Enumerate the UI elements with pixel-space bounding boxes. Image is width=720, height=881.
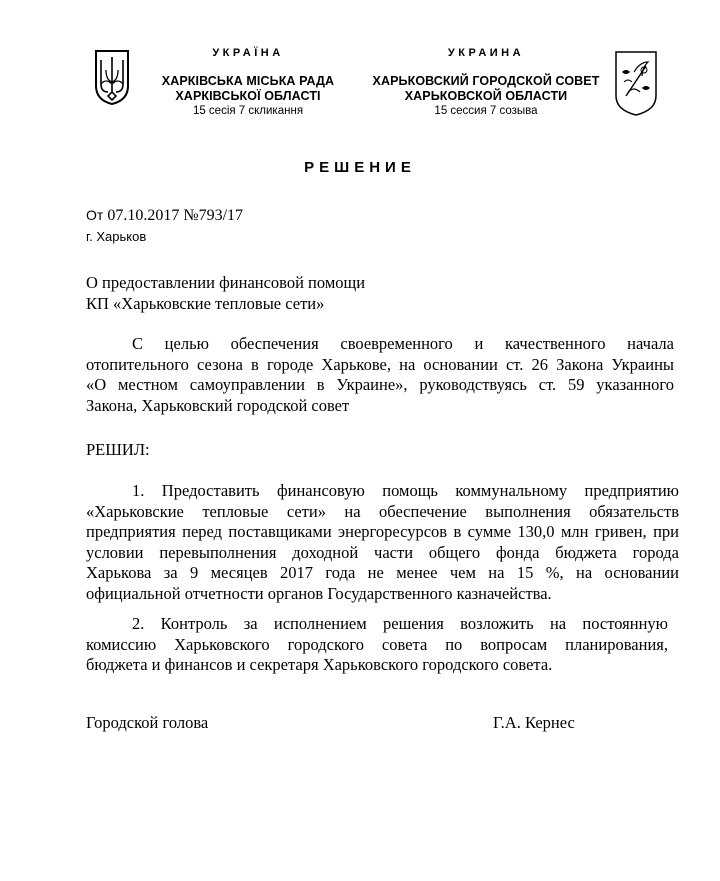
item1-line: предприятия перед поставщиками энергоресурсов в сумме 130,0 млн гривен, при — [86, 522, 679, 541]
preamble-line: С целью обеспечения своевременного и качественного начала — [132, 334, 674, 353]
signature-position: Городской голова — [86, 713, 209, 732]
header-right-org-line1: ХАРЬКОВСКИЙ ГОРОДСКОЙ СОВЕТ — [372, 74, 600, 88]
header-right-session: 15 сессия 7 созыва — [434, 105, 538, 117]
item2-line: бюджета и финансов и секретаря Харьковского городского совета. — [86, 655, 553, 674]
header-left-session: 15 сесія 7 скликання — [192, 105, 304, 117]
preamble-paragraph — [86, 334, 674, 416]
resolved-label: РЕШИЛ: — [86, 440, 150, 459]
item1-line: условии перевыполнения доходной части общего фонда бюджета города — [86, 542, 679, 562]
date-and-number: 07.10.2017 №793/17 — [107, 207, 244, 224]
kharkiv-coat-of-arms-icon — [612, 48, 660, 118]
preamble-line: Закона, Харьковский городской совет — [86, 395, 350, 415]
document-title: РЕШЕНИЕ — [304, 159, 416, 176]
document-city: г. Харьков — [86, 229, 147, 244]
trident-coat-of-arms-icon — [93, 48, 131, 106]
subject-line2: КП «Харьковские тепловые сети» — [86, 293, 325, 313]
item2-line: комиссию Харьковского городского совета по вопросам планирования, — [86, 634, 668, 654]
header-left-country: УКРАЇНА — [212, 47, 284, 59]
header-left-org-line2: ХАРКІВСЬКОЇ ОБЛАСТІ — [175, 89, 321, 103]
header-right-country: УКРАИНА — [447, 47, 525, 59]
item2-line: 2. Контроль за исполнением решения возложить на постоянную — [132, 614, 668, 633]
subject-line1: О предоставлении финансовой помощи — [86, 273, 366, 292]
item1-line: Харькова за 9 месяцев 2017 года не менее чем на 15 %, на основании — [86, 563, 679, 582]
document-date-number — [86, 205, 243, 226]
header-left-org-line1: ХАРКІВСЬКА МІСЬКА РАДА — [161, 74, 335, 88]
header-right — [368, 46, 604, 119]
preamble-line: «О местном самоуправлении в Украине», руководствуясь ст. 59 указанного — [86, 375, 674, 394]
header-right-org-line2: ХАРЬКОВСКОЙ ОБЛАСТИ — [404, 89, 568, 103]
item1-line: «Харьковские тепловые сети» на обеспечение выполнения обязательств — [86, 501, 679, 521]
subject — [86, 273, 486, 314]
item1-line: официальной отчетности органов Государственного казначейства. — [86, 583, 552, 603]
header-left — [140, 46, 356, 119]
resolution-item-2 — [86, 614, 668, 676]
date-prefix: От — [86, 207, 104, 223]
signature-name: Г.А. Кернес — [493, 713, 575, 732]
preamble-line: отопительного сезона в городе Харькове, на основании ст. 26 Закона Украины — [86, 354, 674, 374]
resolution-item-1 — [86, 481, 679, 604]
item1-line: 1. Предоставить финансовую помощь коммунальному предприятию — [132, 481, 679, 500]
